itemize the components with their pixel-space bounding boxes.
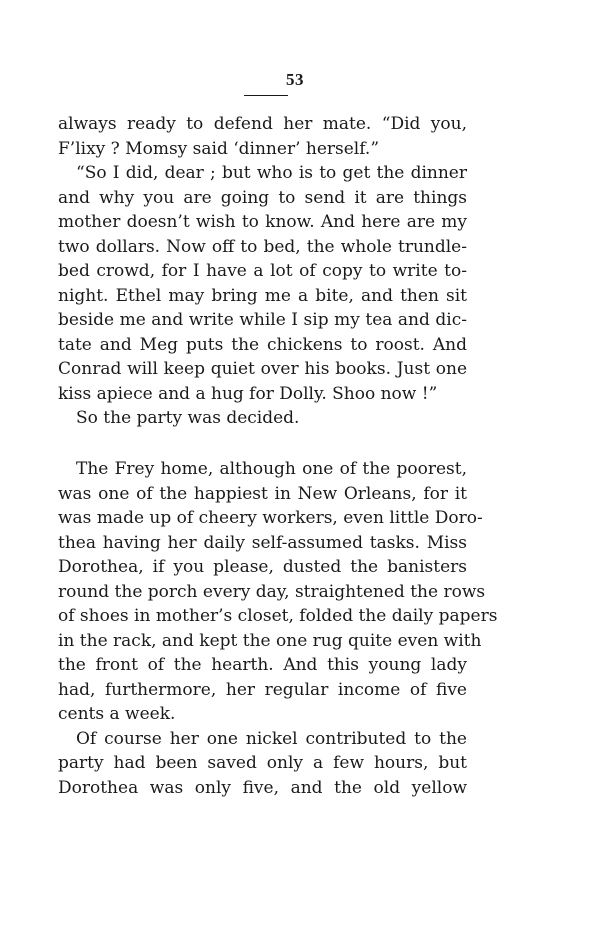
text-line: bed crowd, for I have a lot of copy to write to- bbox=[58, 261, 467, 281]
text-line: mother doesn’t wish to know. And here are my bbox=[58, 212, 467, 232]
text-line: night. Ethel may bring me a bite, and then sit bbox=[58, 285, 467, 306]
text-line: of shoes in mother’s closet, folded the daily papers bbox=[58, 606, 498, 626]
page-number-rule bbox=[244, 95, 288, 96]
text-line: had, furthermore, her regular income of five bbox=[58, 679, 467, 700]
text-line: Conrad will keep quiet over his books. Just one bbox=[58, 359, 467, 379]
text-block-lower bbox=[58, 457, 498, 800]
text-line: Dorothea was only five, and the old yellow bbox=[58, 777, 467, 798]
text-line: F’lixy ? Momsy said ‘dinner’ herself.” bbox=[58, 138, 380, 159]
text-line: “So I did, dear ; but who is to get the dinner bbox=[76, 163, 467, 183]
page-number: 53 bbox=[286, 70, 304, 89]
text-line: round the porch every day, straightened the rows bbox=[58, 581, 486, 602]
text-line: was made up of cheery workers, even little Doro- bbox=[58, 508, 483, 528]
text-line: and why you are going to send it are things bbox=[58, 187, 467, 208]
text-line: was one of the happiest in New Orleans, for it bbox=[58, 483, 467, 504]
text-line: Of course her one nickel contributed to the bbox=[76, 728, 467, 749]
text-line: beside me and write while I sip my tea and dic- bbox=[58, 310, 467, 330]
text-line: kiss apiece and a hug for Dolly. Shoo now !” bbox=[58, 383, 438, 404]
text-line: two dollars. Now off to bed, the whole trundle- bbox=[58, 236, 467, 257]
text-line: The Frey home, although one of the poorest, bbox=[76, 459, 467, 479]
text-line: So the party was decided. bbox=[76, 408, 300, 428]
text-block-upper bbox=[58, 112, 467, 431]
text-line: the front of the hearth. And this young lady bbox=[58, 655, 467, 675]
text-line: cents a week. bbox=[58, 704, 176, 724]
text-line: party had been saved only a few hours, but bbox=[58, 753, 467, 773]
text-line: tate and Meg puts the chickens to roost. And bbox=[58, 334, 467, 355]
text-line: always ready to defend her mate. “Did you, bbox=[58, 114, 467, 134]
text-line: thea having her daily self-assumed tasks. Miss bbox=[58, 532, 467, 553]
text-line: in the rack, and kept the one rug quite even with bbox=[58, 630, 482, 651]
text-line: Dorothea, if you please, dusted the banisters bbox=[58, 557, 467, 577]
